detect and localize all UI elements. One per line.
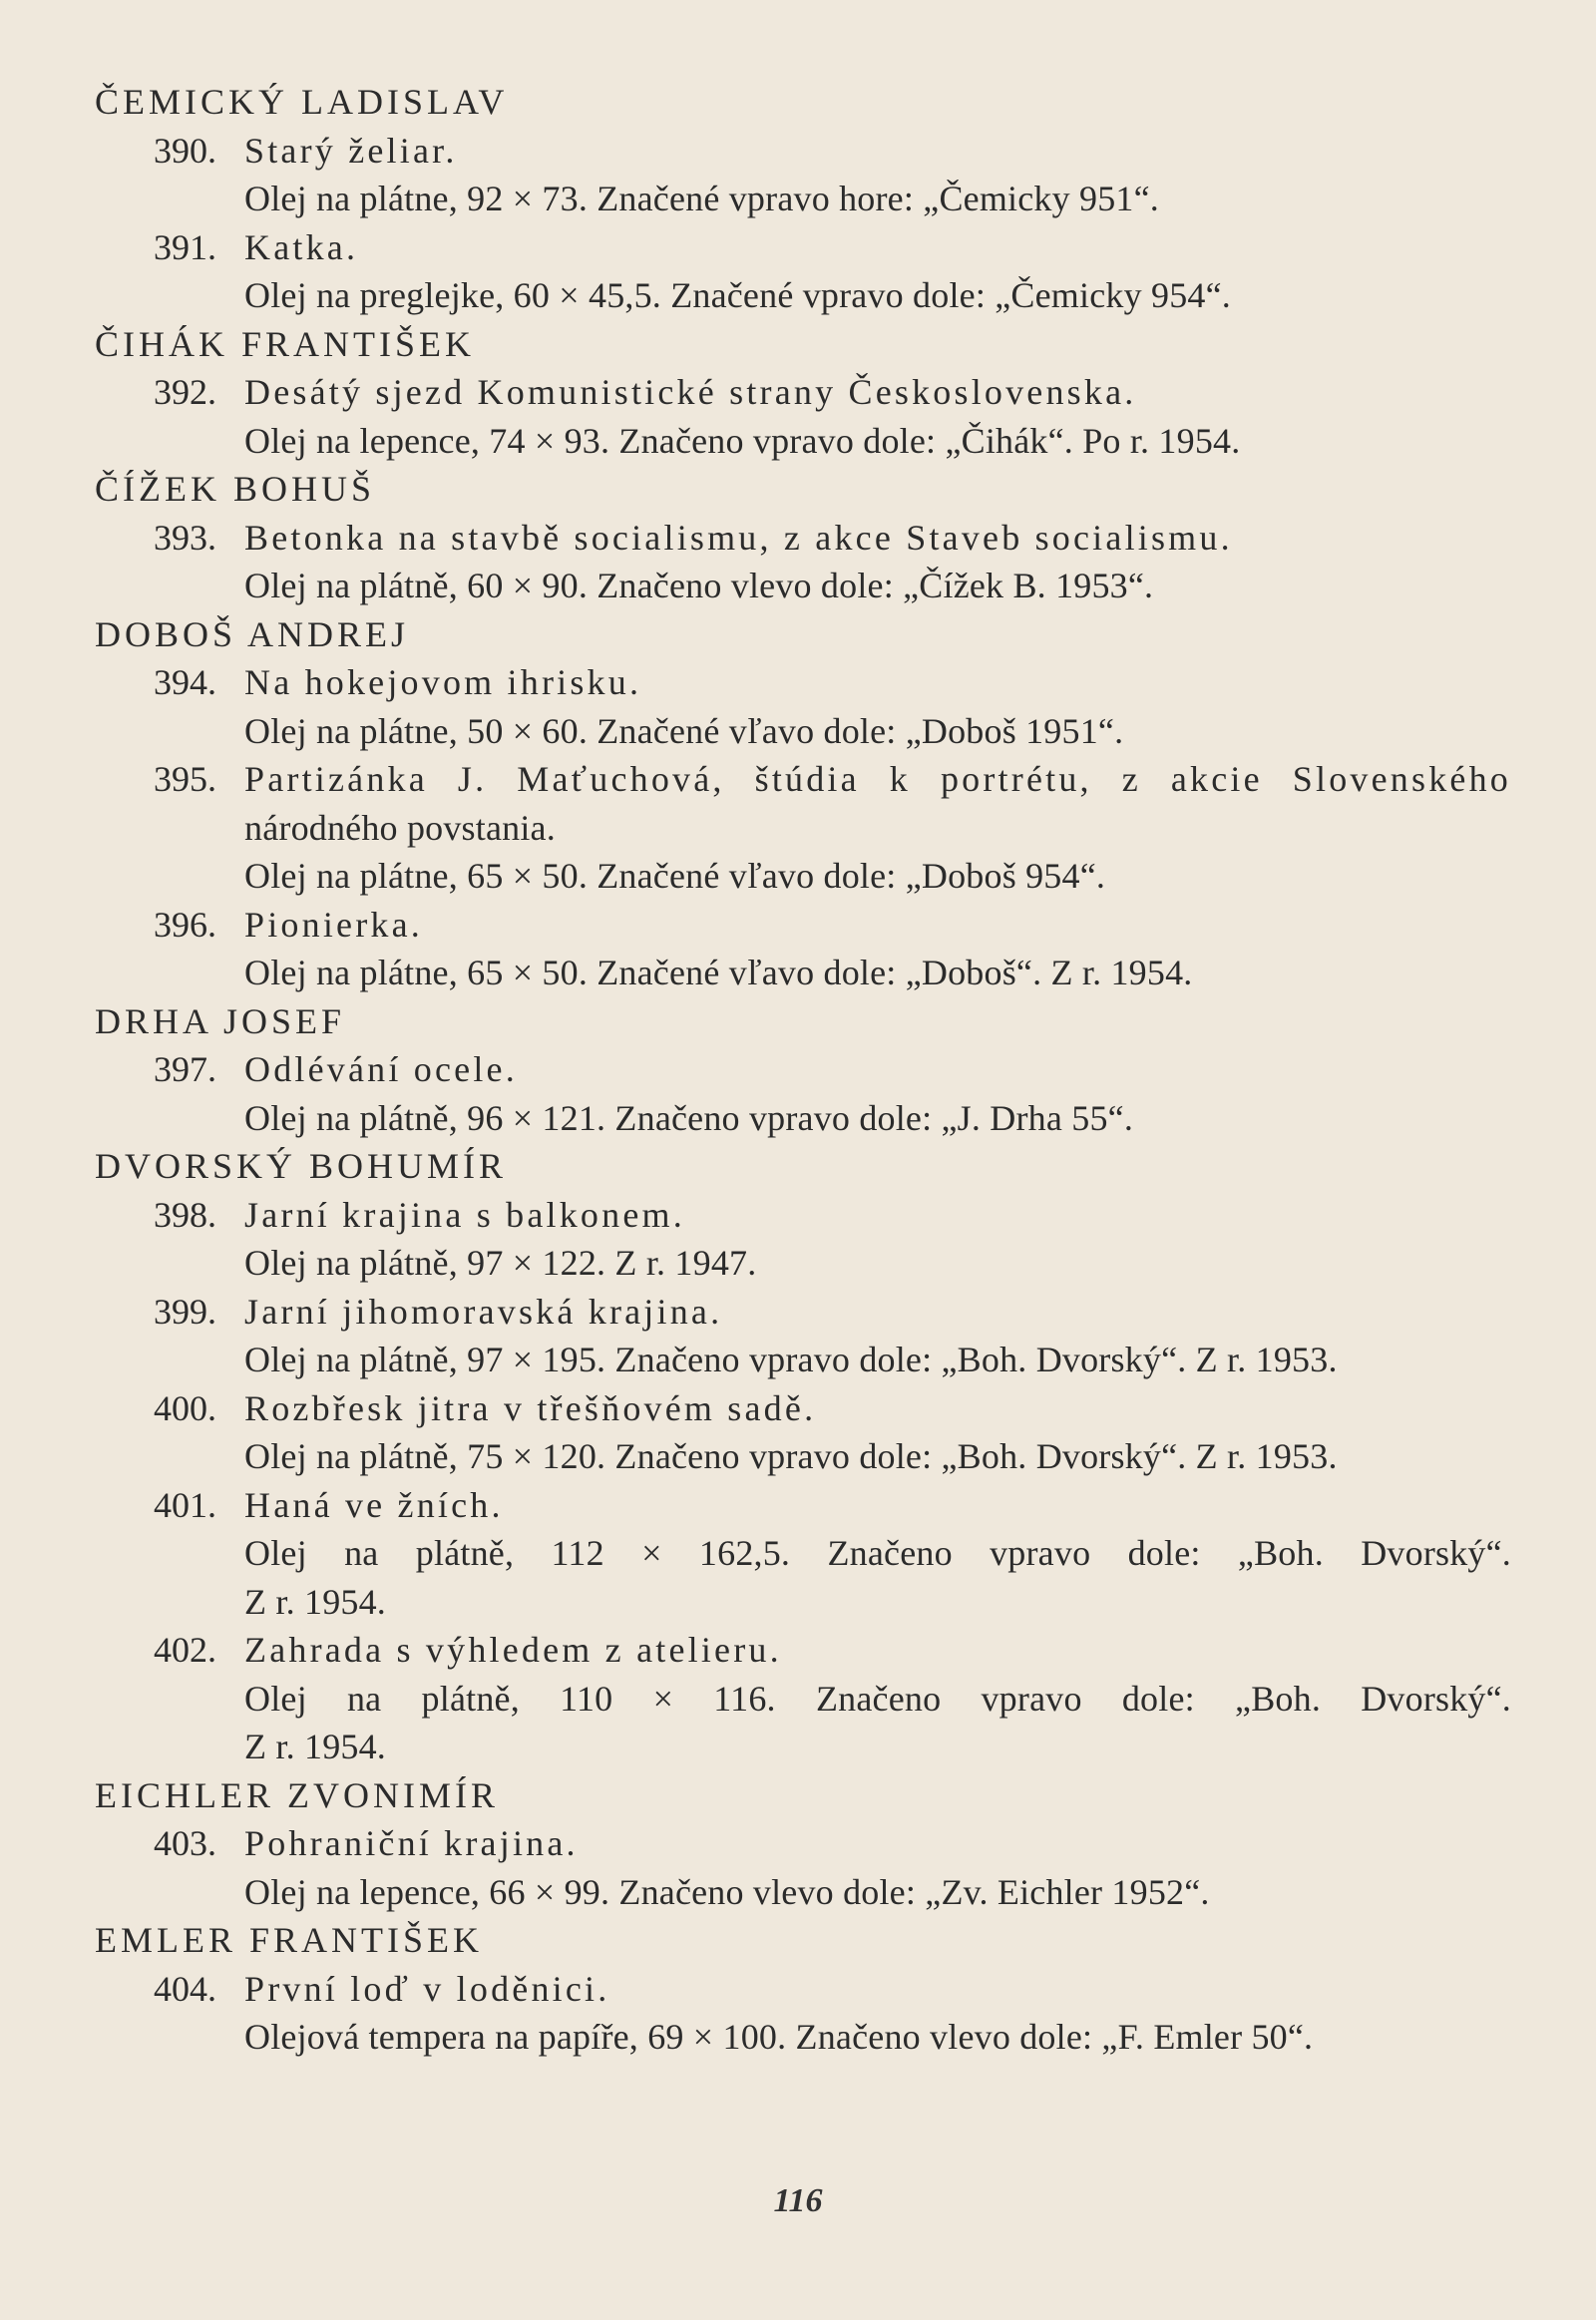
entry-number: 394. bbox=[154, 662, 216, 702]
work-title: Zahrada s výhledem z atelieru. bbox=[244, 1630, 782, 1670]
entry-number: 403. bbox=[154, 1823, 216, 1863]
entry-number: 396. bbox=[154, 904, 216, 945]
work-title: Odlévání ocele. bbox=[244, 1049, 518, 1089]
entry-number: 395. bbox=[154, 759, 216, 799]
entry-number: 397. bbox=[154, 1049, 216, 1089]
artist-name: EMLER FRANTIŠEK bbox=[95, 1920, 484, 1960]
work-description: Z r. 1954. bbox=[244, 1727, 386, 1766]
catalog-entry bbox=[95, 1288, 1511, 1384]
catalog-entry bbox=[95, 901, 1511, 997]
work-description: Olej na plátne, 50 × 60. Značené vľavo dole: „Doboš 1951“. bbox=[244, 710, 1124, 751]
entry-number: 401. bbox=[154, 1484, 216, 1525]
catalog-entry bbox=[95, 755, 1511, 901]
entry-number: 399. bbox=[154, 1291, 216, 1332]
work-title: Desátý sjezd Komunistické strany Československa. bbox=[244, 372, 1137, 412]
entry-number: 393. bbox=[154, 517, 216, 558]
entry-body bbox=[244, 1191, 1511, 1288]
entry-body bbox=[244, 223, 1511, 320]
catalog-entry bbox=[95, 1626, 1511, 1771]
work-description: Olej na lepence, 74 × 93. Značeno vpravo dole: „Čihák“. Po r. 1954. bbox=[244, 420, 1241, 461]
entry-number: 400. bbox=[154, 1387, 216, 1428]
catalog-entry bbox=[95, 223, 1511, 320]
artist-name: DRHA JOSEF bbox=[95, 1000, 346, 1041]
work-description: Olej na preglejke, 60 × 45,5. Značené vpravo dole: „Čemicky 954“. bbox=[244, 275, 1231, 315]
entry-number: 402. bbox=[154, 1630, 216, 1670]
catalog-entry bbox=[95, 514, 1511, 610]
entry-number: 392. bbox=[154, 372, 216, 412]
work-title: Haná ve žních. bbox=[244, 1484, 504, 1525]
catalog-entry bbox=[95, 1819, 1511, 1916]
artist-name: ČIHÁK FRANTIŠEK bbox=[95, 323, 476, 364]
catalog-entry bbox=[95, 368, 1511, 465]
entry-number: 390. bbox=[154, 130, 216, 171]
work-description: Olej na plátne, 65 × 50. Značené vľavo dole: „Doboš 954“. bbox=[244, 856, 1106, 896]
catalog-entry bbox=[95, 1384, 1511, 1481]
entry-body bbox=[244, 1481, 1511, 1627]
entry-body bbox=[244, 1045, 1511, 1142]
work-description: Olej na plátně, 97 × 122. Z r. 1947. bbox=[244, 1243, 757, 1283]
work-title: Rozbřesk jitra v třešňovém sadě. bbox=[244, 1387, 817, 1428]
page-number: 116 bbox=[773, 2182, 823, 2219]
work-description: Olej na plátně, 60 × 90. Značeno vlevo dole: „Čížek B. 1953“. bbox=[244, 566, 1154, 605]
work-description: Olej na plátně, 110 × 116. Značeno vpravo dole: „Boh. Dvorský“. bbox=[244, 1678, 1511, 1719]
entry-body bbox=[244, 658, 1511, 755]
work-title: Betonka na stavbě socialismu, z akce Staveb socialismu. bbox=[244, 517, 1233, 558]
entry-body bbox=[244, 755, 1511, 901]
entry-body bbox=[244, 127, 1511, 223]
work-description: Olej na plátně, 96 × 121. Značeno vpravo dole: „J. Drha 55“. bbox=[244, 1097, 1134, 1138]
work-title: Starý želiar. bbox=[244, 130, 458, 171]
catalog-entry bbox=[95, 1965, 1511, 2062]
work-description: Olej na plátně, 112 × 162,5. Značeno vpravo dole: „Boh. Dvorský“. bbox=[244, 1533, 1511, 1573]
work-title: Pionierka. bbox=[244, 904, 423, 945]
work-title: Jarní krajina s balkonem. bbox=[244, 1194, 685, 1235]
entry-body bbox=[244, 1965, 1511, 2062]
work-description: Olej na lepence, 66 × 99. Značeno vlevo dole: „Zv. Eichler 1952“. bbox=[244, 1871, 1210, 1912]
work-description: Olejová tempera na papíře, 69 × 100. Značeno vlevo dole: „F. Emler 50“. bbox=[244, 2017, 1314, 2057]
artist-name: ČEMICKÝ LADISLAV bbox=[95, 82, 509, 122]
entry-body bbox=[244, 1384, 1511, 1481]
work-title-continued: národného povstania. bbox=[244, 807, 556, 848]
work-title: První loď v loděnici. bbox=[244, 1968, 610, 2009]
catalog-entry bbox=[95, 1191, 1511, 1288]
work-description: Z r. 1954. bbox=[244, 1581, 386, 1622]
entry-body bbox=[244, 1819, 1511, 1916]
catalog-entry bbox=[95, 658, 1511, 755]
work-description: Olej na plátně, 75 × 120. Značeno vpravo dole: „Boh. Dvorský“. Z r. 1953. bbox=[244, 1436, 1338, 1476]
work-title: Na hokejovom ihrisku. bbox=[244, 662, 642, 702]
artist-name: ČÍŽEK BOHUŠ bbox=[95, 469, 376, 509]
artist-name: DVORSKÝ BOHUMÍR bbox=[95, 1146, 508, 1186]
entry-number: 404. bbox=[154, 1968, 216, 2009]
entry-body bbox=[244, 1288, 1511, 1384]
entry-body bbox=[244, 514, 1511, 610]
artist-name: DOBOŠ ANDREJ bbox=[95, 613, 410, 654]
entry-body bbox=[244, 1626, 1511, 1771]
work-title: Jarní jihomoravská krajina. bbox=[244, 1291, 723, 1332]
catalog-list bbox=[95, 78, 1511, 2062]
work-title: Partizánka J. Maťuchová, štúdia k portrétu, z akcie Slovenského bbox=[244, 759, 1511, 799]
artist-name: EICHLER ZVONIMÍR bbox=[95, 1774, 499, 1815]
work-description: Olej na plátne, 65 × 50. Značené vľavo dole: „Doboš“. Z r. 1954. bbox=[244, 953, 1193, 992]
work-title: Pohraniční krajina. bbox=[244, 1823, 579, 1863]
work-description: Olej na plátne, 92 × 73. Značené vpravo hore: „Čemicky 951“. bbox=[244, 179, 1159, 218]
entry-number: 398. bbox=[154, 1194, 216, 1235]
entry-body bbox=[244, 901, 1511, 997]
catalog-entry bbox=[95, 1045, 1511, 1142]
entry-number: 391. bbox=[154, 226, 216, 267]
entry-body bbox=[244, 368, 1511, 465]
work-description: Olej na plátně, 97 × 195. Značeno vpravo dole: „Boh. Dvorský“. Z r. 1953. bbox=[244, 1340, 1338, 1379]
catalog-entry bbox=[95, 127, 1511, 223]
catalog-entry bbox=[95, 1481, 1511, 1627]
work-title: Katka. bbox=[244, 226, 359, 267]
